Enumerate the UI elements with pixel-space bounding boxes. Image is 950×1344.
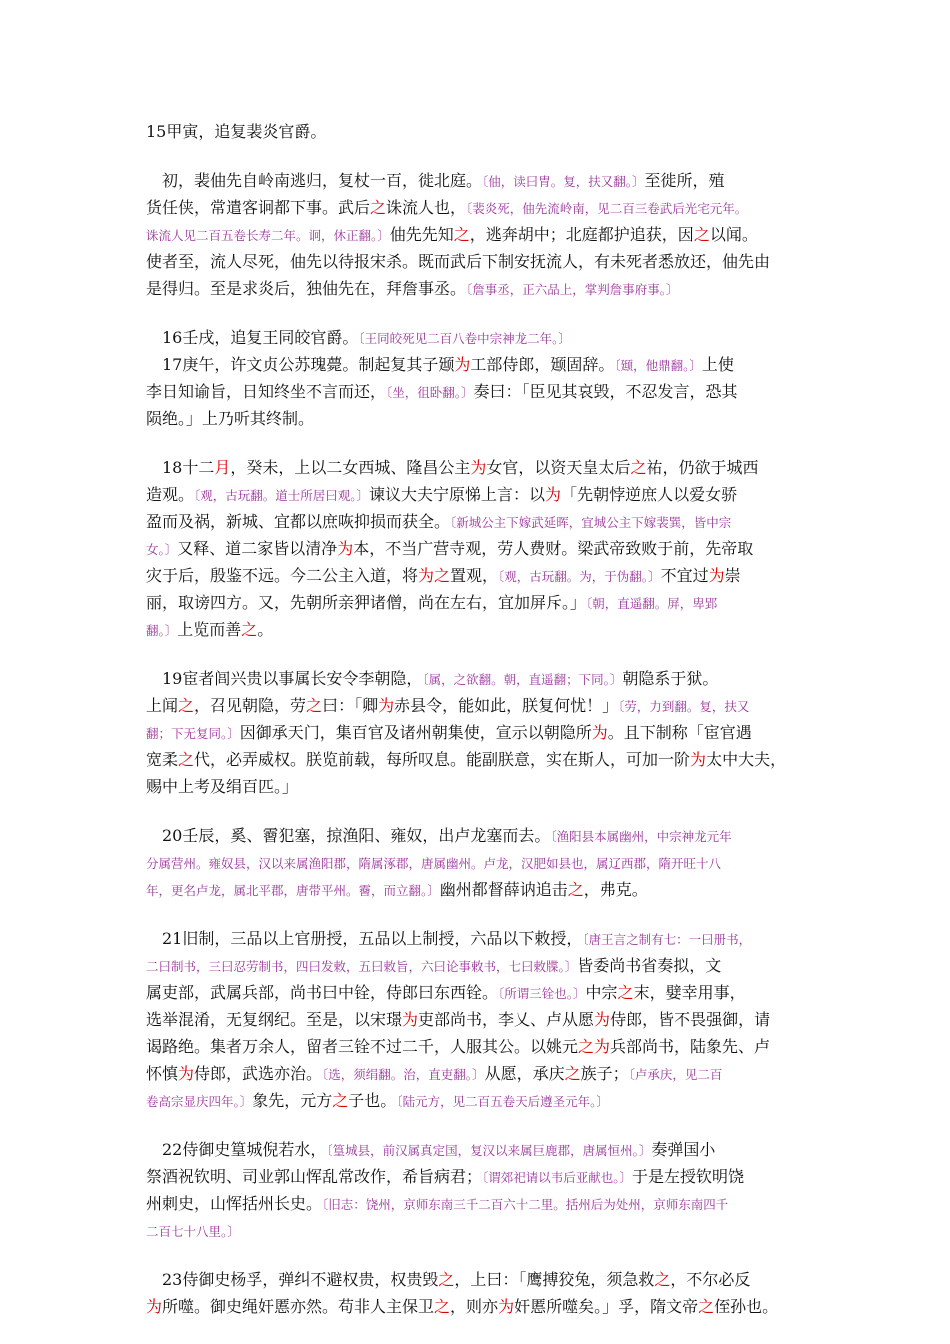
highlighted-char: 为: [470, 458, 487, 477]
main-text: 以闻。: [709, 225, 758, 244]
main-text: 象先，元方: [252, 1091, 333, 1110]
main-text: 陨绝。」上乃听其终制。: [146, 409, 315, 428]
text-line: [146, 481, 814, 508]
main-text: 奏曰：「臣见其哀毁，不忍发言，恐其: [473, 382, 738, 401]
text-line: [146, 692, 814, 719]
highlighted-char: 之: [630, 458, 647, 477]
text-line: [146, 378, 814, 405]
text-line: [146, 1136, 814, 1163]
main-text: ，则亦: [450, 1297, 499, 1316]
main-text: 造观。: [146, 485, 195, 504]
highlighted-char: 之: [617, 983, 634, 1002]
paragraph: [146, 1266, 814, 1320]
commentary-note: 〔观，古玩翻。道士所居曰观。〕: [194, 488, 370, 503]
main-text: 奸慝所噬矣。」孚，隋文帝: [514, 1297, 699, 1316]
text-line: [146, 1217, 814, 1244]
commentary-note: 〔詹事丞，正六品上，掌判詹事府事。〕: [466, 282, 679, 297]
highlighted-char: 为: [690, 750, 707, 769]
main-text: 上闻: [146, 696, 179, 715]
text-line: [146, 275, 814, 302]
main-text: 幽州都督薛讷追击: [439, 880, 568, 899]
paragraph: [146, 118, 814, 145]
highlighted-char: 之: [453, 225, 470, 244]
main-text: 是得归。至是求炎后，独伷先在，拜詹事丞。: [146, 279, 467, 298]
highlighted-char: 之: [654, 1270, 671, 1289]
main-text: 赤县令，能如此，朕复何忧！」: [394, 696, 619, 715]
main-text: 李日知谕旨，日知终坐不言而还，: [146, 382, 387, 401]
main-text: 「先朝悖逆庶人以爱女骄: [561, 485, 738, 504]
commentary-note: 〔渔阳县本属幽州，中宗神龙元年: [550, 829, 732, 844]
text-line: [146, 167, 814, 194]
paragraph: [146, 822, 814, 903]
main-text: 本，不当广营寺观，劳人费财。梁武帝致败于前，先帝取: [353, 539, 754, 558]
text-line: [146, 746, 814, 773]
paragraph: [146, 665, 814, 800]
highlighted-char: 为: [454, 355, 471, 374]
main-text: 诛流人也，: [386, 198, 467, 217]
highlighted-char: 之: [178, 750, 195, 769]
main-text: 于是左授钦明饶: [632, 1167, 745, 1186]
main-text: 丽，取谤四方。又，先朝所亲狎诸僧，尚在左右，宜加屏斥。」: [146, 593, 587, 612]
text-line: [146, 616, 814, 643]
highlighted-char: 为: [545, 485, 562, 504]
main-text: 22侍御史篁城倪若水，: [146, 1140, 327, 1159]
commentary-note: 〔王同皎死见二百八卷中宗神龙二年。〕: [358, 331, 571, 346]
highlighted-char: 之: [178, 696, 195, 715]
commentary-note: 翻。〕: [146, 623, 178, 638]
text-line: [146, 118, 814, 145]
main-text: 太中大夫，: [706, 750, 787, 769]
highlighted-char: 之为: [578, 1037, 611, 1056]
main-text: 怀慎: [146, 1064, 179, 1083]
text-line: [146, 535, 814, 562]
main-text: 又释、道二家皆以清净: [177, 539, 338, 558]
main-text: 曰：「卿: [322, 696, 379, 715]
text-line: [146, 849, 814, 876]
main-text: 上览而善: [177, 620, 242, 639]
text-line: [146, 454, 814, 481]
main-text: 州刺史，山恽括州长史。: [146, 1194, 323, 1213]
commentary-note: 〔所谓三铨也。〕: [498, 986, 586, 1001]
main-text: 朝隐系于狱。: [622, 669, 719, 688]
main-text: 20壬辰，奚、霫犯塞，掠渔阳、雍奴，出卢龙塞而去。: [146, 826, 551, 845]
text-line: [146, 1190, 814, 1217]
main-text: 15甲寅，追复裴炎官爵。: [146, 122, 327, 141]
main-text: 祭酒祝钦明、司业郭山恽乱常改作，希旨病君；: [146, 1167, 483, 1186]
main-text: 从愿，承庆: [484, 1064, 565, 1083]
highlighted-char: 为: [378, 696, 395, 715]
commentary-note: 女。〕: [146, 542, 178, 557]
main-text: 谏议大夫宁原悌上言：以: [369, 485, 546, 504]
highlighted-char: 为: [178, 1064, 195, 1083]
text-line: [146, 719, 814, 746]
commentary-note: 〔坐，徂卧翻。〕: [386, 385, 474, 400]
main-text: 中宗: [585, 983, 618, 1002]
commentary-note: 二百七十八里。〕: [146, 1224, 240, 1239]
main-text: 初，裴伷先自岭南逃归，复杖一百，徙北庭。: [146, 171, 483, 190]
commentary-note: 〔裴炎死，伷先流岭南，见二百三卷武后光宅元年。: [466, 201, 748, 216]
main-text: 至徙所，殖: [644, 171, 725, 190]
commentary-note: 〔陆元方，见二百五卷天后遵圣元年。〕: [396, 1094, 609, 1109]
text-line: [146, 324, 814, 351]
main-text: 祐，仍欲于城西: [646, 458, 759, 477]
main-text: ，上曰：「鹰搏狡兔，须急救: [454, 1270, 655, 1289]
text-line: [146, 1163, 814, 1190]
text-line: [146, 508, 814, 535]
highlighted-char: 为: [708, 566, 725, 585]
main-text: 工部侍郎，颋固辞。: [470, 355, 615, 374]
text-line: [146, 351, 814, 378]
main-text: 16壬戌，追复王同皎官爵。: [146, 328, 359, 347]
main-text: 代，必弄威权。朕览前载，每所叹息。能副朕意，实在斯人，可加一阶: [194, 750, 691, 769]
highlighted-char: 之: [438, 1270, 455, 1289]
commentary-note: 分属营州。雍奴县，汉以来属渔阳郡，隋属涿郡，唐属幽州。卢龙，汉肥如县也，属辽西郡，隋开旺十八: [146, 856, 722, 871]
highlighted-char: 之: [370, 198, 387, 217]
main-text: 19宦者闾兴贵以事属长安令李朝隐，: [146, 669, 423, 688]
text-line: [146, 1087, 814, 1114]
main-text: 子也。: [348, 1091, 397, 1110]
highlighted-char: 为: [498, 1297, 515, 1316]
text-line: [146, 194, 814, 221]
commentary-note: 〔观，古玩翻。为，于伪翻。〕: [498, 569, 661, 584]
highlighted-char: 之: [693, 225, 710, 244]
text-line: [146, 405, 814, 432]
text-line: [146, 589, 814, 616]
text-line: [146, 822, 814, 849]
text-line: [146, 979, 814, 1006]
main-text: 兵部尚书，陆象先、卢: [610, 1037, 771, 1056]
commentary-note: 〔朝，直遥翻。屏，卑郢: [586, 596, 718, 611]
commentary-note: 〔属，之欲翻。朝，直遥翻；下同。〕: [422, 672, 623, 687]
main-text: 21旧制，三品以上官册授，五品以上制授，六品以下敕授，: [146, 929, 583, 948]
text-line: [146, 1033, 814, 1060]
main-text: 谒路绝。集者万余人，留者三铨不过二千，人服其公。以姚元: [146, 1037, 579, 1056]
commentary-note: 年，更名卢龙，属北平郡，唐带平州。霫，而立翻。〕: [146, 883, 440, 898]
commentary-note: 翻；下无复同。〕: [146, 726, 240, 741]
commentary-note: 诛流人见二百五卷长寿二年。诇，休正翻。〕: [146, 228, 390, 243]
highlighted-char: 之: [564, 1064, 581, 1083]
main-text: 赐中上考及绢百匹。」: [146, 777, 299, 796]
text-line: [146, 1293, 814, 1320]
main-text: 。: [257, 620, 274, 639]
commentary-note: 〔颋，他鼎翻。〕: [614, 358, 702, 373]
main-text: 18十二: [146, 458, 215, 477]
main-text: ，召见朝隐，劳: [194, 696, 307, 715]
text-line: [146, 952, 814, 979]
text-line: [146, 876, 814, 903]
highlighted-char: 为: [337, 539, 354, 558]
commentary-note: 二曰制书，三曰忍劳制书，四曰发敕，五曰敕旨，六曰论事敕书，七曰敕牒。〕: [146, 959, 578, 974]
main-text: 皆委尚书省奏拟，文: [577, 956, 722, 975]
commentary-note: 〔选，须绢翻。治，直吏翻。〕: [322, 1067, 485, 1082]
highlighted-char: 之: [332, 1091, 349, 1110]
main-text: 侍郎，武选亦治。: [194, 1064, 323, 1083]
text-line: [146, 773, 814, 800]
main-text: 侄孙也。: [714, 1297, 779, 1316]
main-text: 奏弹国小: [651, 1140, 716, 1159]
highlighted-char: 月: [214, 458, 231, 477]
main-text: 侍郎，皆不畏强御，请: [610, 1010, 771, 1029]
paragraph: [146, 925, 814, 1114]
main-text: ，逃奔胡中；北庭都护追获，因: [469, 225, 694, 244]
highlighted-char: 为: [594, 1010, 611, 1029]
text-line: [146, 1266, 814, 1293]
highlighted-char: 为: [591, 723, 608, 742]
main-text: 所噬。御史绳奸慝亦然。苟非人主保卫: [162, 1297, 435, 1316]
main-text: 17庚午，许文贞公苏瑰薨。制起复其子颋: [146, 355, 455, 374]
text-line: [146, 562, 814, 589]
paragraph: [146, 454, 814, 643]
commentary-note: 〔谓郊祀请以韦后亚献也。〕: [482, 1170, 633, 1185]
main-text: 崇: [724, 566, 741, 585]
text-line: [146, 248, 814, 275]
main-text: 选举混淆，无复纲纪。至是，以宋璟: [146, 1010, 403, 1029]
commentary-note: 卷高宗显庆四年。〕: [146, 1094, 253, 1109]
highlighted-char: 之: [241, 620, 258, 639]
main-text: 23侍御史杨孚，弹纠不避权贵，权贵毁: [146, 1270, 439, 1289]
main-text: 伷先先知: [389, 225, 454, 244]
highlighted-char: 之: [698, 1297, 715, 1316]
commentary-note: 〔篁城县，前汉属真定国，复汉以来属巨鹿郡，唐属恒州。〕: [326, 1143, 652, 1158]
main-text: ，弗克。: [583, 880, 648, 899]
highlighted-char: 为之: [418, 566, 451, 585]
paragraph: [146, 1136, 814, 1244]
main-text: 因御承天门，集百官及诸州朝集使，宣示以朝隐所: [239, 723, 592, 742]
main-text: 属吏部，武属兵部，尚书曰中铨，侍郎曰东西铨。: [146, 983, 499, 1002]
main-text: 末，嬖幸用事，: [633, 983, 746, 1002]
main-text: 置观，: [450, 566, 499, 585]
commentary-note: 〔伷，读曰胄。复，扶又翻。〕: [482, 174, 645, 189]
main-text: 货任侠，常遣客诇都下事。武后: [146, 198, 371, 217]
main-text: 吏部尚书，李乂、卢从愿: [418, 1010, 595, 1029]
commentary-note: 〔旧志：饶州，京师东南三千二百六十二里。括州后为处州，京师东南四千: [322, 1197, 729, 1212]
document-body: [146, 118, 814, 1342]
main-text: 女官，以资天皇太后: [486, 458, 631, 477]
main-text: 盈而及祸，新城、宜都以庶咴抑损而获全。: [146, 512, 451, 531]
highlighted-char: 为: [402, 1010, 419, 1029]
commentary-note: 〔卢承庆，见二百: [628, 1067, 723, 1082]
main-text: 。且下制称「宦官遇: [607, 723, 752, 742]
text-line: [146, 1060, 814, 1087]
main-text: 族子；: [580, 1064, 629, 1083]
highlighted-char: 为: [146, 1297, 163, 1316]
text-line: [146, 665, 814, 692]
highlighted-char: 之: [306, 696, 323, 715]
text-line: [146, 221, 814, 248]
main-text: 使者至，流人尽死，伷先以待报宋杀。既而武后下制安抚流人，有未死者悉放还，伷先由: [146, 252, 771, 271]
text-line: [146, 925, 814, 952]
paragraph: [146, 167, 814, 302]
main-text: ，癸未，上以二女西城、隆昌公主: [230, 458, 471, 477]
commentary-note: 〔新城公主下嫁武延晖，宜城公主下嫁裴巽，皆中宗: [450, 515, 732, 530]
main-text: 宽柔: [146, 750, 179, 769]
text-line: [146, 1006, 814, 1033]
commentary-note: 〔唐王言之制有七：一曰册书，: [582, 932, 752, 947]
main-text: 灾于后，殷鉴不远。今二公主入道，将: [146, 566, 419, 585]
main-text: 上使: [701, 355, 734, 374]
paragraph: [146, 324, 814, 432]
main-text: ，不尔必反: [670, 1270, 751, 1289]
commentary-note: 〔劳，力到翻。复，扶又: [618, 699, 750, 714]
main-text: 不宜过: [660, 566, 709, 585]
highlighted-char: 之: [434, 1297, 451, 1316]
highlighted-char: 之: [567, 880, 584, 899]
